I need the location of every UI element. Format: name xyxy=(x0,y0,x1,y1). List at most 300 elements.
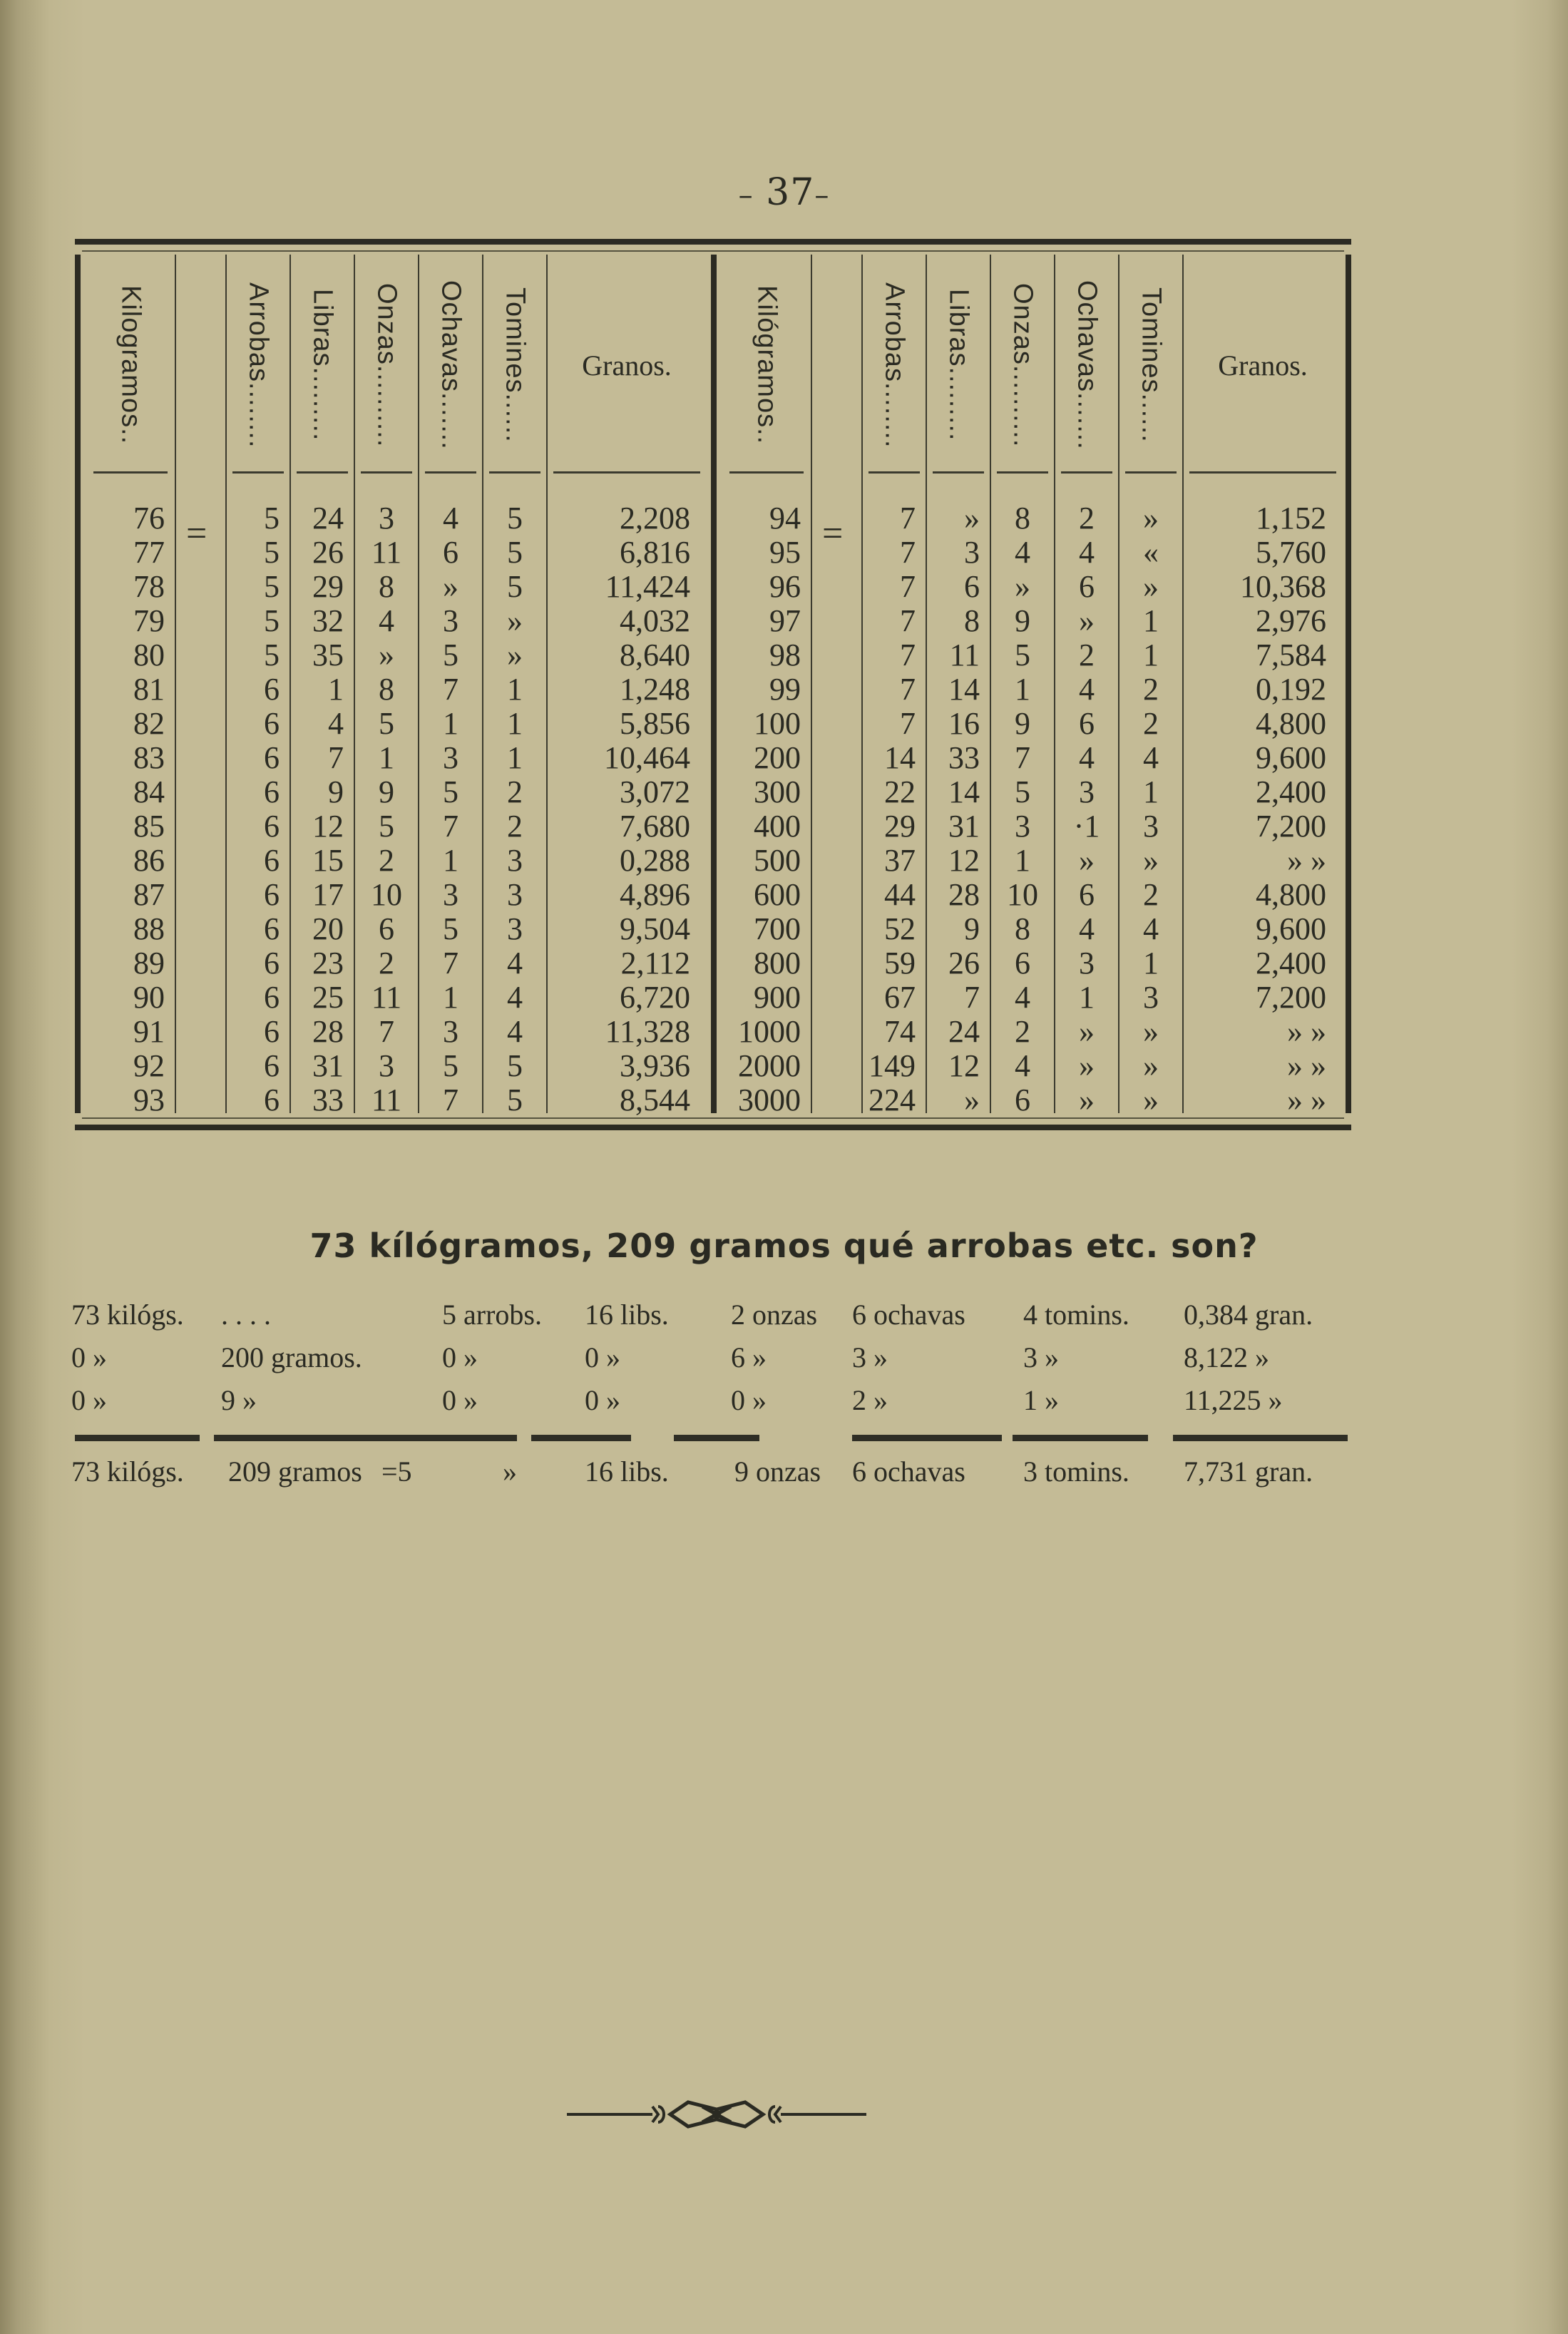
cell-libras: 26 xyxy=(312,535,344,570)
cell-granos: 2,400 xyxy=(1256,946,1326,981)
cell-onzas: 8 xyxy=(379,672,394,707)
header-label: Onzas.......... xyxy=(1008,282,1038,448)
cell-arrobas: 149 xyxy=(868,1048,916,1083)
cell-kilogramos: 1000 xyxy=(738,1014,801,1049)
cell-arrobas: 6 xyxy=(264,740,280,775)
table-row xyxy=(81,1083,711,1117)
cell-tomines: 2 xyxy=(1143,672,1159,707)
cell-granos: 0,288 xyxy=(620,843,690,878)
cell-arrobas: 6 xyxy=(264,672,280,707)
example-term: 0 » xyxy=(442,1341,478,1373)
cell-arrobas: 7 xyxy=(900,569,916,604)
cell-granos: » » xyxy=(1287,1014,1326,1049)
cell-kilogramos: 82 xyxy=(133,706,165,741)
cell-arrobas: 6 xyxy=(264,1048,280,1083)
cell-onzas: 11 xyxy=(371,980,402,1015)
cell-arrobas: 7 xyxy=(900,501,916,536)
cell-libras: 24 xyxy=(948,1014,980,1049)
cell-libras: 28 xyxy=(948,877,980,912)
cell-onzas: 3 xyxy=(379,501,394,536)
cell-libras: 17 xyxy=(312,877,344,912)
table-row xyxy=(717,741,1346,775)
cell-libras: 1 xyxy=(328,672,344,707)
result-term: 9 onzas xyxy=(734,1455,821,1488)
header-label: Kilogramos.. xyxy=(116,285,146,445)
page-number xyxy=(0,171,1568,214)
cell-onzas: 5 xyxy=(379,809,394,844)
cell-granos: 5,856 xyxy=(620,706,690,741)
table-row xyxy=(81,501,711,536)
cell-ochavas: 6 xyxy=(1079,569,1095,604)
cell-ochavas: 3 xyxy=(1079,774,1095,809)
sum-rule xyxy=(1173,1435,1348,1441)
table-left-border xyxy=(75,255,81,1113)
header-underline xyxy=(93,471,168,474)
cell-kilogramos: 85 xyxy=(133,809,165,844)
cell-onzas: 11 xyxy=(371,1082,402,1117)
cell-tomines: 3 xyxy=(507,843,523,878)
header-label: Ochavas....... xyxy=(436,280,466,450)
table-row xyxy=(81,775,711,809)
cell-libras: 7 xyxy=(964,980,980,1015)
cell-onzas: 3 xyxy=(379,1048,394,1083)
example-term: 6 ochavas xyxy=(852,1299,965,1331)
header-label: Libras......... xyxy=(943,289,974,441)
cell-onzas: 7 xyxy=(379,1014,394,1049)
example-term: 73 kilógs. xyxy=(71,1299,184,1331)
cell-arrobas: 67 xyxy=(884,980,916,1015)
cell-kilogramos: 95 xyxy=(769,535,801,570)
cell-ochavas: » xyxy=(1079,1048,1095,1083)
cell-kilogramos: 93 xyxy=(133,1082,165,1117)
cell-libras: 26 xyxy=(948,946,980,981)
cell-granos: 9,504 xyxy=(620,911,690,946)
table-row xyxy=(717,1015,1346,1049)
table-row xyxy=(717,878,1346,912)
cell-arrobas: 6 xyxy=(264,706,280,741)
cell-libras: 33 xyxy=(312,1082,344,1117)
result-term: 209 gramos xyxy=(228,1455,362,1488)
cell-ochavas: 3 xyxy=(443,740,458,775)
table-row xyxy=(81,672,711,707)
header-granos xyxy=(548,262,706,469)
cell-tomines: 1 xyxy=(507,706,523,741)
cell-kilogramos: 300 xyxy=(754,774,801,809)
cell-arrobas: 6 xyxy=(264,911,280,946)
example-term: 4 tomins. xyxy=(1023,1299,1129,1331)
cell-granos: 9,600 xyxy=(1256,911,1326,946)
header-underline xyxy=(933,471,984,474)
table-row xyxy=(717,912,1346,946)
cell-granos: 7,680 xyxy=(620,809,690,844)
cell-onzas: 6 xyxy=(1015,1082,1030,1117)
cell-granos: 11,424 xyxy=(605,569,690,604)
cell-kilogramos: 96 xyxy=(769,569,801,604)
cell-arrobas: 5 xyxy=(264,501,280,536)
sum-rule xyxy=(674,1435,759,1441)
table-row xyxy=(717,1049,1346,1083)
cell-granos: 8,544 xyxy=(620,1082,690,1117)
table-row xyxy=(81,844,711,878)
cell-onzas: 6 xyxy=(1015,946,1030,981)
cell-tomines: 1 xyxy=(507,672,523,707)
example-line xyxy=(0,1298,1568,1341)
cell-granos: 2,208 xyxy=(620,501,690,536)
sum-rule xyxy=(852,1435,1002,1441)
cell-ochavas: 7 xyxy=(443,672,458,707)
cell-tomines: » xyxy=(1143,1014,1159,1049)
table-row xyxy=(81,741,711,775)
cell-libras: 14 xyxy=(948,672,980,707)
cell-tomines: 2 xyxy=(1143,706,1159,741)
table-row xyxy=(717,981,1346,1015)
cell-kilogramos: 900 xyxy=(754,980,801,1015)
cell-libras: 16 xyxy=(948,706,980,741)
header-underline xyxy=(868,471,920,474)
cell-kilogramos: 99 xyxy=(769,672,801,707)
header-underline xyxy=(729,471,804,474)
header-libras xyxy=(291,262,354,469)
cell-kilogramos: 91 xyxy=(133,1014,165,1049)
header-underline xyxy=(1189,471,1336,474)
header-underline xyxy=(1125,471,1177,474)
header-underline xyxy=(997,471,1048,474)
cell-libras: 11 xyxy=(949,638,980,672)
cell-kilogramos: 400 xyxy=(754,809,801,844)
cell-kilogramos: 88 xyxy=(133,911,165,946)
sum-rule xyxy=(374,1435,517,1441)
cell-granos: 1,248 xyxy=(620,672,690,707)
table-row xyxy=(717,1083,1346,1117)
cell-onzas: 9 xyxy=(379,774,394,809)
table-row xyxy=(717,946,1346,981)
table-right-border xyxy=(1346,255,1351,1113)
table-row xyxy=(717,570,1346,604)
table-bottom-rule xyxy=(75,1125,1351,1130)
cell-ochavas: ·1 xyxy=(1073,809,1100,844)
cell-tomines: 1 xyxy=(1143,774,1159,809)
cell-arrobas: 6 xyxy=(264,843,280,878)
cell-tomines: 3 xyxy=(507,877,523,912)
cell-ochavas: 4 xyxy=(1079,911,1095,946)
cell-ochavas: 4 xyxy=(443,501,458,536)
cell-arrobas: 37 xyxy=(884,843,916,878)
cell-libras: 9 xyxy=(964,911,980,946)
cell-arrobas: 14 xyxy=(884,740,916,775)
cell-libras: 24 xyxy=(312,501,344,536)
cell-arrobas: 6 xyxy=(264,1014,280,1049)
cell-libras: » xyxy=(964,1082,980,1117)
cell-kilogramos: 92 xyxy=(133,1048,165,1083)
cell-ochavas: » xyxy=(1079,1082,1095,1117)
cell-granos: 4,896 xyxy=(620,877,690,912)
cell-libras: 28 xyxy=(312,1014,344,1049)
cell-tomines: » xyxy=(1143,569,1159,604)
result-term: 3 tomins. xyxy=(1023,1455,1129,1488)
cell-kilogramos: 100 xyxy=(754,706,801,741)
cell-ochavas: 1 xyxy=(1079,980,1095,1015)
cell-libras: 15 xyxy=(312,843,344,878)
header-label: Granos. xyxy=(582,349,672,382)
example-term: 2 onzas xyxy=(731,1299,818,1331)
cell-tomines: 5 xyxy=(507,535,523,570)
cell-onzas: 8 xyxy=(1015,501,1030,536)
cell-libras: 14 xyxy=(948,774,980,809)
table-row xyxy=(717,775,1346,809)
cell-ochavas: 7 xyxy=(443,809,458,844)
cell-ochavas: 5 xyxy=(443,638,458,672)
header-tomines xyxy=(483,262,546,469)
cell-arrobas: 5 xyxy=(264,535,280,570)
cell-libras: 20 xyxy=(312,911,344,946)
table-row xyxy=(717,809,1346,844)
cell-kilogramos: 89 xyxy=(133,946,165,981)
cell-kilogramos: 500 xyxy=(754,843,801,878)
cell-onzas: 4 xyxy=(1015,1048,1030,1083)
cell-arrobas: 44 xyxy=(884,877,916,912)
cell-ochavas: 3 xyxy=(443,877,458,912)
cell-granos: 10,464 xyxy=(604,740,690,775)
cell-tomines: » xyxy=(507,638,523,672)
cell-granos: 7,200 xyxy=(1256,980,1326,1015)
sum-rule xyxy=(531,1435,631,1441)
header-arrobas xyxy=(227,262,289,469)
cell-libras: 12 xyxy=(948,1048,980,1083)
cell-kilogramos: 76 xyxy=(133,501,165,536)
example-term: 0 » xyxy=(71,1384,107,1416)
conversion-table xyxy=(75,239,1351,1130)
cell-libras: 3 xyxy=(964,535,980,570)
example-term: 2 » xyxy=(852,1384,888,1416)
cell-tomines: 1 xyxy=(1143,638,1159,672)
cell-tomines: 5 xyxy=(507,569,523,604)
table-row xyxy=(717,638,1346,672)
cell-libras: 23 xyxy=(312,946,344,981)
cell-tomines: 2 xyxy=(1143,877,1159,912)
table-left-half xyxy=(81,255,711,1117)
cell-kilogramos: 80 xyxy=(133,638,165,672)
cell-tomines: 4 xyxy=(507,1014,523,1049)
example-term: 0 » xyxy=(731,1384,767,1416)
cell-onzas: 10 xyxy=(1007,877,1038,912)
example-term: 0 » xyxy=(71,1341,107,1373)
cell-tomines: » xyxy=(1143,501,1159,536)
equals-sign: = xyxy=(822,513,844,554)
cell-ochavas: » xyxy=(1079,1014,1095,1049)
cell-granos: 11,328 xyxy=(605,1014,690,1049)
cell-tomines: 4 xyxy=(507,946,523,981)
header-libras xyxy=(927,262,990,469)
cell-libras: 31 xyxy=(312,1048,344,1083)
cell-ochavas: 4 xyxy=(1079,672,1095,707)
example-term: 0 » xyxy=(585,1384,620,1416)
sum-rule xyxy=(214,1435,392,1441)
cell-granos: 5,760 xyxy=(1256,535,1326,570)
cell-libras: 29 xyxy=(312,569,344,604)
cell-onzas: 2 xyxy=(379,946,394,981)
cell-kilogramos: 2000 xyxy=(738,1048,801,1083)
cell-kilogramos: 84 xyxy=(133,774,165,809)
table-row xyxy=(81,1049,711,1083)
example-term: 0,384 gran. xyxy=(1184,1299,1313,1331)
table-row xyxy=(81,638,711,672)
cell-onzas: » xyxy=(379,638,394,672)
example-term: . . . . xyxy=(221,1299,271,1331)
cell-granos: 4,800 xyxy=(1256,877,1326,912)
table-row xyxy=(81,604,711,638)
cell-onzas: 4 xyxy=(379,603,394,638)
header-label: Libras......... xyxy=(307,289,338,441)
cell-onzas: 5 xyxy=(1015,638,1030,672)
cell-ochavas: 5 xyxy=(443,774,458,809)
table-row xyxy=(717,604,1346,638)
table-top-rule xyxy=(75,239,1351,245)
cell-kilogramos: 200 xyxy=(754,740,801,775)
table-row xyxy=(81,946,711,981)
table-row xyxy=(81,536,711,570)
cell-tomines: « xyxy=(1143,535,1159,570)
cell-granos: 9,600 xyxy=(1256,740,1326,775)
header-ochavas xyxy=(419,262,482,469)
cell-libras: 32 xyxy=(312,603,344,638)
cell-tomines: 5 xyxy=(507,501,523,536)
cell-tomines: 1 xyxy=(1143,946,1159,981)
cell-onzas: 11 xyxy=(371,535,402,570)
cell-kilogramos: 87 xyxy=(133,877,165,912)
table-row xyxy=(717,672,1346,707)
cell-arrobas: 22 xyxy=(884,774,916,809)
page-number-dash-left: – xyxy=(738,179,754,212)
example-term: 8,122 » xyxy=(1184,1341,1269,1373)
table-row xyxy=(717,707,1346,741)
example-term: 11,225 » xyxy=(1184,1384,1283,1416)
header-label: Onzas.......... xyxy=(371,282,402,448)
example-term: 6 » xyxy=(731,1341,767,1373)
result-term: 7,731 gran. xyxy=(1184,1455,1313,1488)
cell-ochavas: 5 xyxy=(443,911,458,946)
table-row xyxy=(81,912,711,946)
header-label: Tomines...... xyxy=(1136,287,1167,443)
header-arrobas xyxy=(863,262,926,469)
cell-onzas: 5 xyxy=(1015,774,1030,809)
table-row xyxy=(717,844,1346,878)
header-label: Granos. xyxy=(1218,349,1308,382)
cell-tomines: 4 xyxy=(507,980,523,1015)
cell-onzas: » xyxy=(1015,569,1030,604)
header-label: Arrobas........ xyxy=(243,282,274,449)
cell-ochavas: » xyxy=(443,569,458,604)
example-term: 16 libs. xyxy=(585,1299,669,1331)
cell-granos: 8,640 xyxy=(620,638,690,672)
header-underline xyxy=(553,471,700,474)
cell-arrobas: 6 xyxy=(264,877,280,912)
cell-granos: 4,800 xyxy=(1256,706,1326,741)
cell-arrobas: 6 xyxy=(264,809,280,844)
cell-arrobas: 6 xyxy=(264,946,280,981)
table-row xyxy=(81,878,711,912)
cell-onzas: 7 xyxy=(1015,740,1030,775)
example-line xyxy=(0,1341,1568,1383)
cell-kilogramos: 800 xyxy=(754,946,801,981)
cell-tomines: 1 xyxy=(1143,603,1159,638)
cell-tomines: 2 xyxy=(507,809,523,844)
cell-granos: » » xyxy=(1287,1048,1326,1083)
cell-kilogramos: 81 xyxy=(133,672,165,707)
header-label: Arrobas........ xyxy=(879,282,910,449)
header-underline xyxy=(361,471,412,474)
example-term: 200 gramos. xyxy=(221,1341,362,1373)
header-underline xyxy=(1061,471,1112,474)
cell-arrobas: 74 xyxy=(884,1014,916,1049)
table-middle-border xyxy=(711,255,717,1113)
table-row xyxy=(717,501,1346,536)
cell-onzas: 3 xyxy=(1015,809,1030,844)
example-term: 9 » xyxy=(221,1384,257,1416)
header-onzas xyxy=(355,262,418,469)
cell-onzas: 10 xyxy=(371,877,402,912)
cell-granos: 3,072 xyxy=(620,774,690,809)
cell-ochavas: 3 xyxy=(1079,946,1095,981)
cell-libras: 4 xyxy=(328,706,344,741)
cell-granos: 0,192 xyxy=(1256,672,1326,707)
example-term: 3 » xyxy=(852,1341,888,1373)
cell-tomines: 4 xyxy=(1143,911,1159,946)
cell-libras: 8 xyxy=(964,603,980,638)
result-term: 16 libs. xyxy=(585,1455,669,1488)
page-number-value: 37 xyxy=(766,171,815,214)
header-underline xyxy=(297,471,348,474)
cell-arrobas: 7 xyxy=(900,706,916,741)
header-blank xyxy=(809,262,859,469)
result-term: » xyxy=(503,1455,517,1488)
cell-onzas: 5 xyxy=(379,706,394,741)
cell-granos: 4,032 xyxy=(620,603,690,638)
cell-kilogramos: 86 xyxy=(133,843,165,878)
table-row xyxy=(81,1015,711,1049)
cell-onzas: 4 xyxy=(1015,980,1030,1015)
cell-granos: 1,152 xyxy=(1256,501,1326,536)
header-onzas xyxy=(991,262,1054,469)
cell-arrobas: 6 xyxy=(264,1082,280,1117)
cell-onzas: 1 xyxy=(379,740,394,775)
table-top-thin-rule xyxy=(82,250,1344,252)
cell-kilogramos: 97 xyxy=(769,603,801,638)
cell-arrobas: 224 xyxy=(868,1082,916,1117)
cell-tomines: » xyxy=(1143,843,1159,878)
cell-ochavas: 1 xyxy=(443,843,458,878)
cell-ochavas: 3 xyxy=(443,1014,458,1049)
cell-onzas: 6 xyxy=(379,911,394,946)
cell-tomines: 1 xyxy=(507,740,523,775)
cell-tomines: 3 xyxy=(1143,809,1159,844)
table-row xyxy=(717,536,1346,570)
cell-kilogramos: 90 xyxy=(133,980,165,1015)
sum-rule xyxy=(1013,1435,1148,1441)
cell-tomines: 4 xyxy=(1143,740,1159,775)
cell-granos: » » xyxy=(1287,1082,1326,1117)
cell-kilogramos: 98 xyxy=(769,638,801,672)
cell-tomines: 5 xyxy=(507,1082,523,1117)
example-term: 1 » xyxy=(1023,1384,1059,1416)
header-label: Ochavas....... xyxy=(1072,280,1102,450)
header-granos xyxy=(1184,262,1342,469)
cell-ochavas: 6 xyxy=(1079,877,1095,912)
cell-tomines: » xyxy=(1143,1082,1159,1117)
cell-ochavas: 2 xyxy=(1079,638,1095,672)
cell-ochavas: 7 xyxy=(443,946,458,981)
cell-ochavas: 7 xyxy=(443,1082,458,1117)
cell-ochavas: 6 xyxy=(1079,706,1095,741)
